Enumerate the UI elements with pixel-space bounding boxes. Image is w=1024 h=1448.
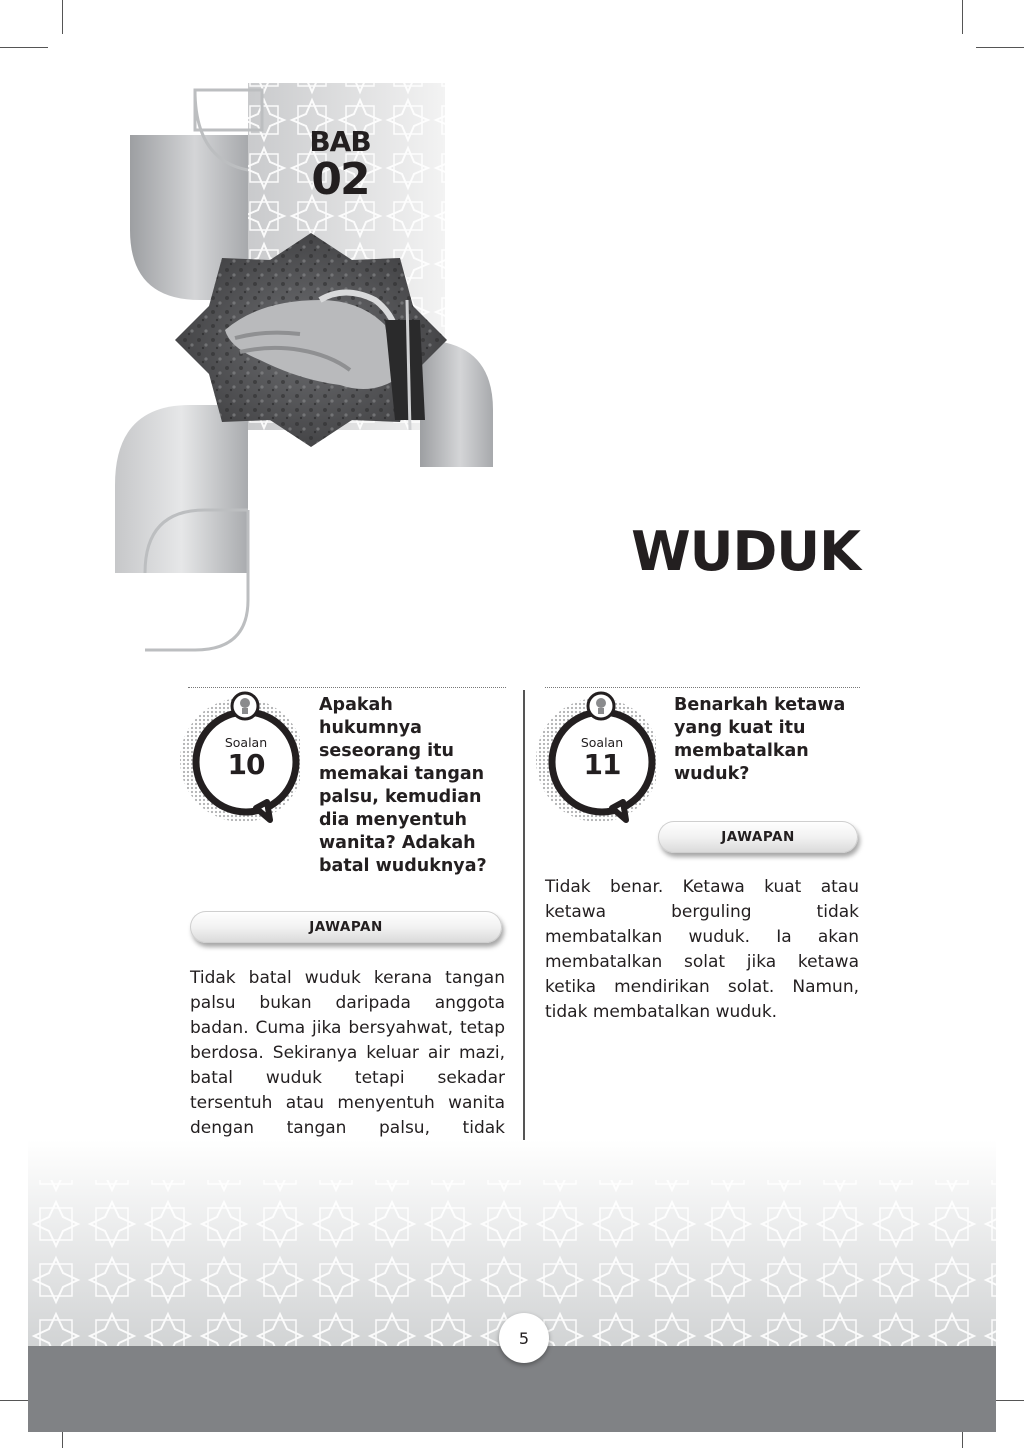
question-num: 10 bbox=[227, 747, 265, 781]
chapter-title: WUDUK bbox=[631, 520, 860, 583]
answer-heading bbox=[190, 911, 502, 943]
page-number-text: 5 bbox=[518, 1328, 530, 1348]
answer-heading-label: JAWAPAN bbox=[721, 829, 795, 845]
answer-text: Tidak benar. Ketawa kuat atau ketawa berguling tidak membatalkan wuduk. Ia akan membatalkan solat jika ketawa ketika mendirikan solat. Namun, tidak membatalkan wuduk. bbox=[545, 877, 859, 1022]
question-label: Soalan bbox=[580, 735, 624, 750]
chapter-number: 02 bbox=[311, 154, 369, 205]
dotted-rule bbox=[188, 687, 506, 688]
answer-heading bbox=[658, 821, 858, 853]
question-label: Soalan bbox=[224, 735, 268, 750]
chapter-label bbox=[300, 125, 380, 205]
answer-text: Tidak batal wuduk kerana tangan palsu bukan daripada anggota badan. Cuma jika bersyahwat, tetap berdosa. Sekiranya keluar air mazi, batal wuduk tetapi sekadar tersentuh atau menyentuh wanita dengan tangan palsu, tidak bbox=[190, 968, 505, 1138]
question-text: Benarkah ketawa yang kuat itu membatalkan wuduk? bbox=[674, 695, 846, 784]
dotted-rule bbox=[545, 687, 860, 688]
question-num: 11 bbox=[583, 747, 621, 781]
lightbulb-icon bbox=[588, 693, 614, 719]
answer-heading-label: JAWAPAN bbox=[309, 919, 383, 935]
chapter-decoration bbox=[0, 0, 1024, 700]
page-number bbox=[499, 1313, 549, 1363]
chapter-word: BAB bbox=[309, 125, 371, 158]
question-text: Apakah hukumnya seseorang itu memakai tangan palsu, kemudian dia menyentuh wanita? Adakah batal wuduknya? bbox=[319, 695, 487, 876]
question-number bbox=[562, 737, 642, 779]
lightbulb-icon bbox=[232, 693, 258, 719]
question-number bbox=[206, 737, 286, 779]
